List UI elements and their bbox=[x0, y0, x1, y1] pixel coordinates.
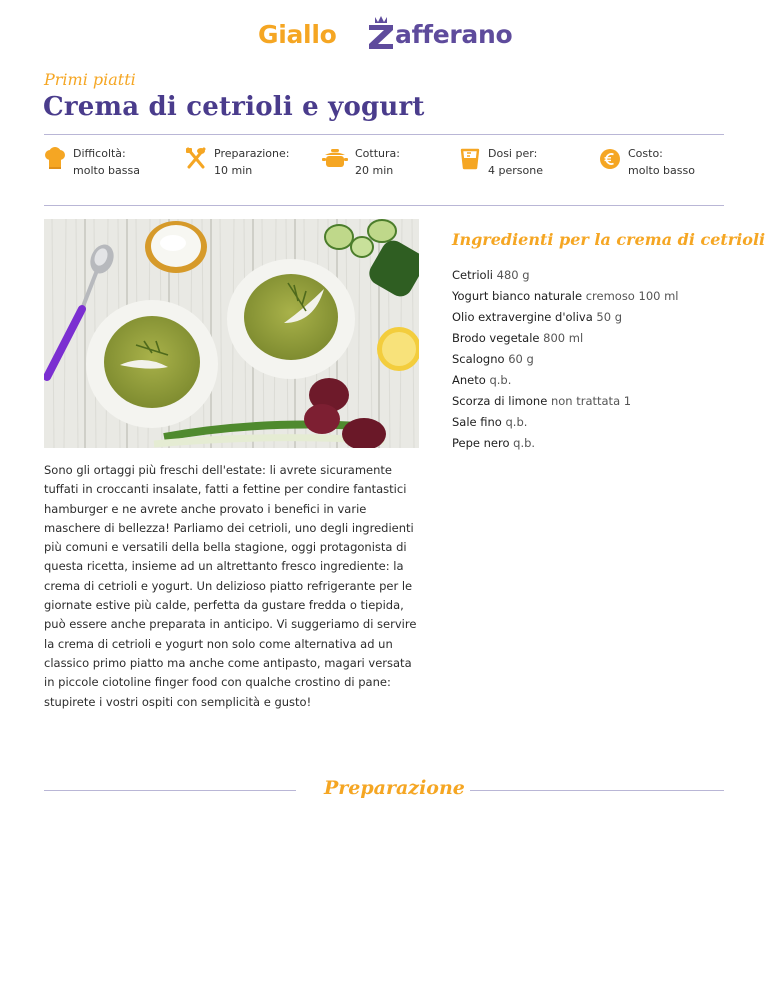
preparation-title: Preparazione bbox=[324, 777, 465, 799]
logo-text-right: afferano bbox=[395, 20, 513, 49]
ingredient-qty: q.b. bbox=[513, 436, 536, 450]
ingredient-item bbox=[452, 307, 679, 328]
giallozafferano-logo[interactable] bbox=[258, 8, 513, 52]
ingredient-qty: q.b. bbox=[489, 373, 512, 387]
pot-icon bbox=[322, 147, 348, 171]
info-value: molto basso bbox=[628, 164, 695, 177]
ingredient-qty: 480 g bbox=[496, 268, 530, 282]
ingredient-name[interactable]: Olio extravergine d'oliva bbox=[452, 310, 593, 324]
euro-coin-icon bbox=[599, 147, 621, 171]
info-value: 10 min bbox=[214, 164, 253, 177]
info-divider bbox=[44, 205, 724, 206]
ingredient-name[interactable]: Brodo vegetale bbox=[452, 331, 540, 345]
ingredient-item bbox=[452, 286, 679, 307]
ingredient-name[interactable]: Pepe nero bbox=[452, 436, 510, 450]
ingredient-item bbox=[452, 412, 679, 433]
ingredient-qty: cremoso 100 ml bbox=[585, 289, 679, 303]
ingredient-item bbox=[452, 370, 679, 391]
info-value: 20 min bbox=[355, 164, 394, 177]
header-divider bbox=[44, 134, 724, 135]
ingredient-name[interactable]: Scalogno bbox=[452, 352, 505, 366]
info-value: 4 persone bbox=[488, 164, 543, 177]
measuring-cup-icon bbox=[459, 147, 481, 171]
logo-z-mark-icon bbox=[366, 14, 396, 50]
ingredient-item bbox=[452, 349, 679, 370]
info-label: Cottura: bbox=[355, 147, 400, 160]
ingredient-qty: 50 g bbox=[596, 310, 623, 324]
chef-hat-icon bbox=[44, 147, 66, 171]
ingredient-item bbox=[452, 265, 679, 286]
ingredient-name[interactable]: Scorza di limone bbox=[452, 394, 548, 408]
recipe-title: Crema di cetrioli e yogurt bbox=[43, 92, 425, 122]
preparation-divider-right bbox=[470, 790, 724, 791]
ingredient-item bbox=[452, 391, 679, 412]
ingredient-name[interactable]: Cetrioli bbox=[452, 268, 493, 282]
info-label: Costo: bbox=[628, 147, 663, 160]
ingredient-qty: 800 ml bbox=[543, 331, 584, 345]
ingredient-qty: 60 g bbox=[508, 352, 534, 366]
ingredients-list bbox=[452, 265, 679, 454]
info-value: molto bassa bbox=[73, 164, 140, 177]
recipe-photo bbox=[44, 219, 419, 448]
info-label: Dosi per: bbox=[488, 147, 538, 160]
ingredients-title: Ingredienti per la crema di cetrioli bbox=[452, 230, 766, 249]
ingredient-item bbox=[452, 328, 679, 349]
ingredient-qty: q.b. bbox=[505, 415, 528, 429]
ingredient-name[interactable]: Aneto bbox=[452, 373, 486, 387]
info-label: Preparazione: bbox=[214, 147, 290, 160]
recipe-category[interactable]: Primi piatti bbox=[44, 70, 136, 89]
utensils-icon bbox=[185, 147, 207, 171]
ingredient-item bbox=[452, 433, 679, 454]
recipe-description: Sono gli ortaggi più freschi dell'estate: li avrete sicuramente tuffati in croccanti insalate, fatti a fettine per condire fantastici hamburger e ne avrete anche provato i benefici in varie maschere di bellezza! Parliamo dei cetrioli, uno degli ingredienti più comuni e versatili della bella stagione, oggi protagonista di questa ricetta, insieme ad un altrettanto fresco ingrediente: la crema di cetrioli e yogurt. Un delizioso piatto refrigerante per le giornate estive più calde, perfetta da gustare fredda o tiepida, può essere anche preparata in anticipo. Vi suggeriamo di servire la crema di cetrioli e yogurt non solo come alternativa ad un classico primo piatto ma anche come antipasto, magari versata in piccole ciotoline finger food con qualche crostino di pane: stupirete i vostri ospiti con semplicità e gusto! bbox=[44, 463, 417, 709]
ingredient-qty: non trattata 1 bbox=[550, 394, 632, 408]
info-label: Difficoltà: bbox=[73, 147, 126, 160]
ingredient-name[interactable]: Yogurt bianco naturale bbox=[452, 289, 583, 303]
logo-text-left: Giallo bbox=[258, 20, 337, 49]
ingredient-name[interactable]: Sale fino bbox=[452, 415, 502, 429]
preparation-divider-left bbox=[44, 790, 296, 791]
